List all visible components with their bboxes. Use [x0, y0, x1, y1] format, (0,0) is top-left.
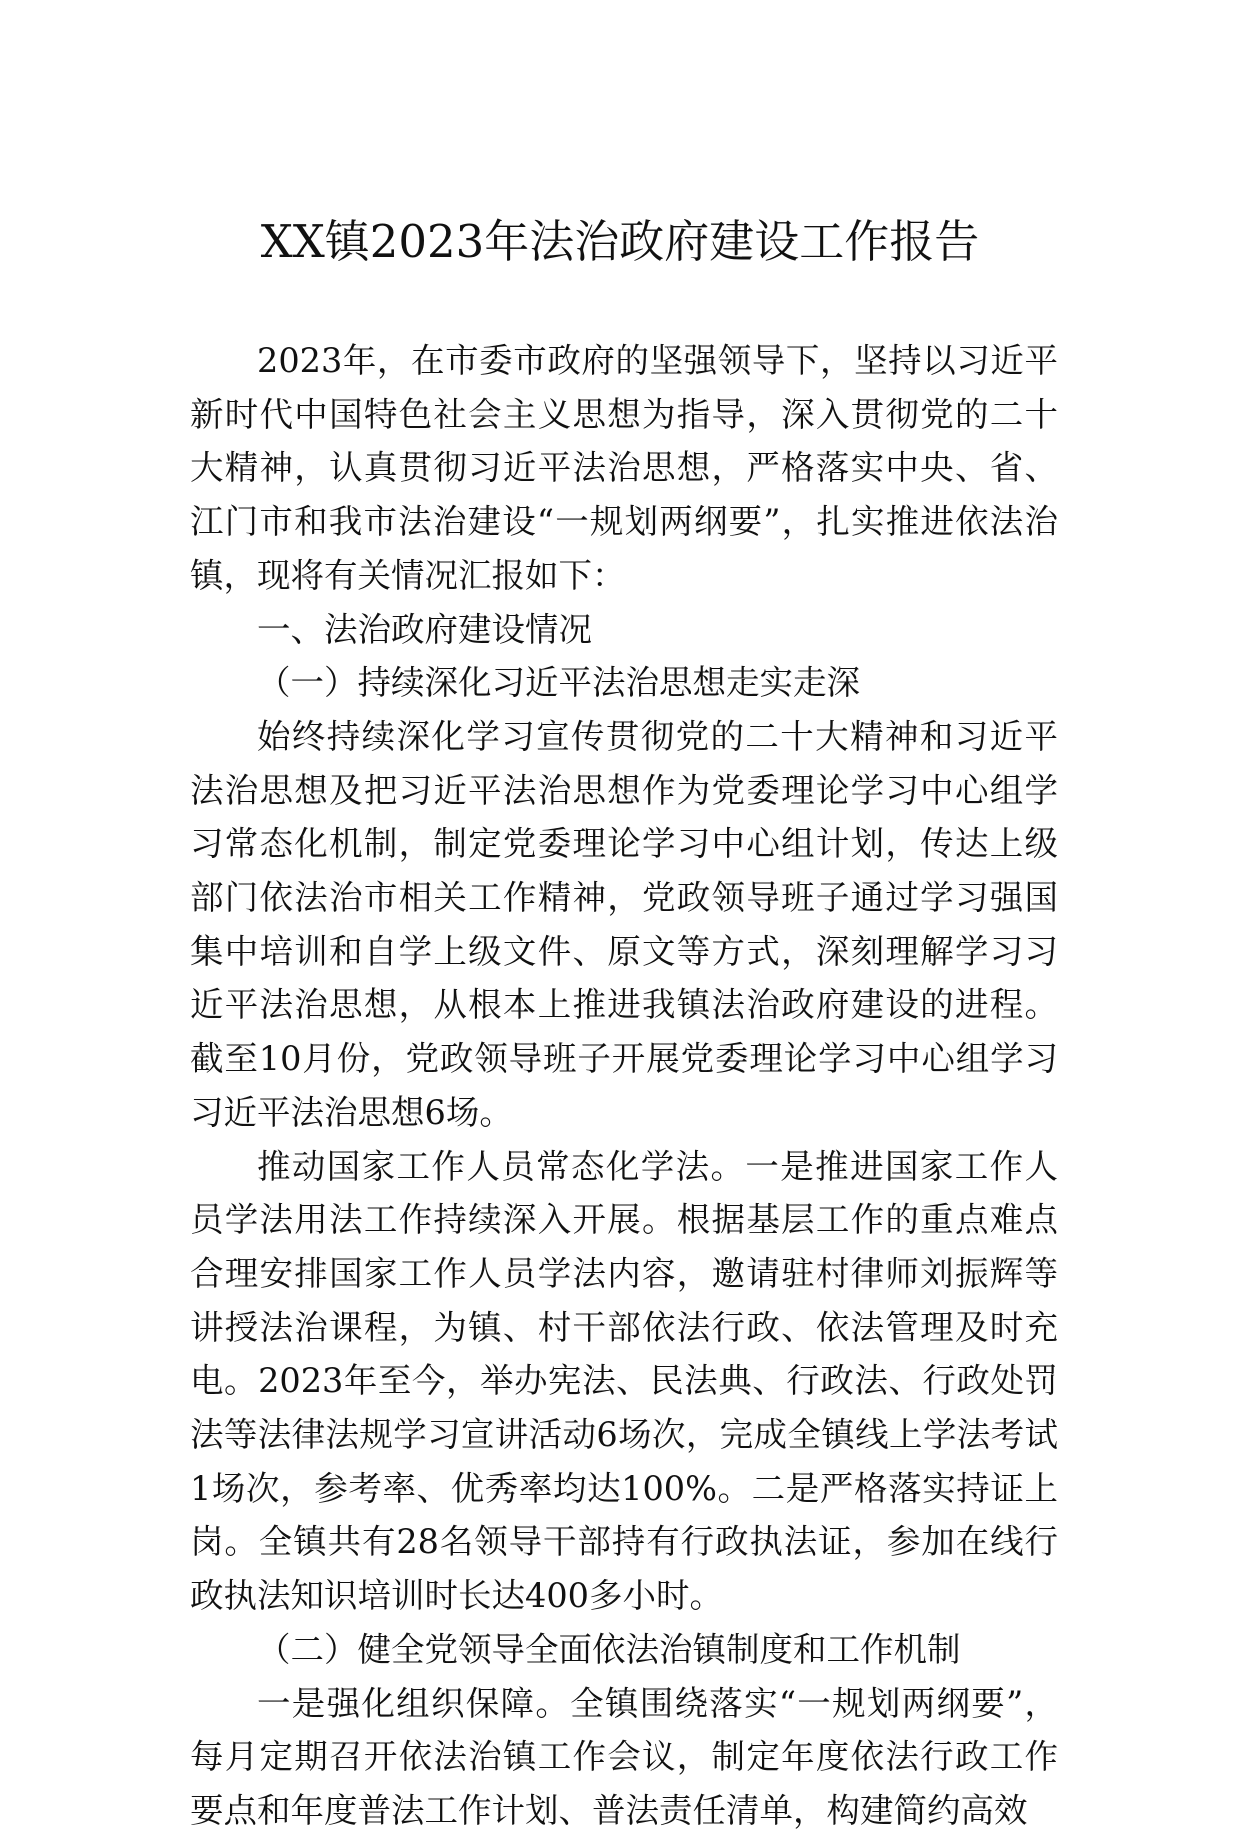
- document-title: XX镇2023年法治政府建设工作报告: [260, 215, 980, 268]
- body-paragraph: 始终持续深化学习宣传贯彻党的二十大精神和习近平法治思想及把习近平法治思想作为党委理论学习中心组学习常态化机制，制定党委理论学习中心组计划，传达上级部门依法治市相关工作精神，党政领导班子通过学习强国集中培训和自学上级文件、原文等方式，深刻理解学习习近平法治思想，从根本上推进我镇法治政府建设的进程。截至10月份，党政领导班子开展党委理论学习中心组学习习近平法治思想6场。: [190, 716, 1058, 1132]
- section-heading-1: 一、法治政府建设情况: [257, 609, 592, 649]
- intro-paragraph: 2023年，在市委市政府的坚强领导下，坚持以习近平新时代中国特色社会主义思想为指导，深入贯彻党的二十大精神，认真贯彻习近平法治思想，严格落实中央、省、江门市和我市法治建设“一规划两纲要”，扎实推进依法治镇，现将有关情况汇报如下：: [190, 341, 1058, 595]
- subsection-heading-2: （二）健全党领导全面依法治镇制度和工作机制: [257, 1629, 961, 1669]
- document-body: [190, 334, 1058, 1838]
- body-paragraph: 推动国家工作人员常态化学法。一是推进国家工作人员学法用法工作持续深入开展。根据基层工作的重点难点合理安排国家工作人员学法内容，邀请驻村律师刘振辉等讲授法治课程，为镇、村干部依法行政、依法管理及时充电。2023年至今，举办宪法、民法典、行政法、行政处罚法等法律法规学习宣讲活动6场次，完成全镇线上学法考试1场次，参考率、优秀率均达100%。二是严格落实持证上岗。全镇共有28名领导干部持有行政执法证，参加在线行政执法知识培训时长达400多小时。: [190, 1146, 1058, 1616]
- body-paragraph: 一是强化组织保障。全镇围绕落实“一规划两纲要”，每月定期召开依法治镇工作会议，制定年度依法行政工作要点和年度普法工作计划、普法责任清单，构建简约高效: [190, 1683, 1058, 1830]
- subsection-heading-1: （一）持续深化习近平法治思想走实走深: [257, 663, 860, 703]
